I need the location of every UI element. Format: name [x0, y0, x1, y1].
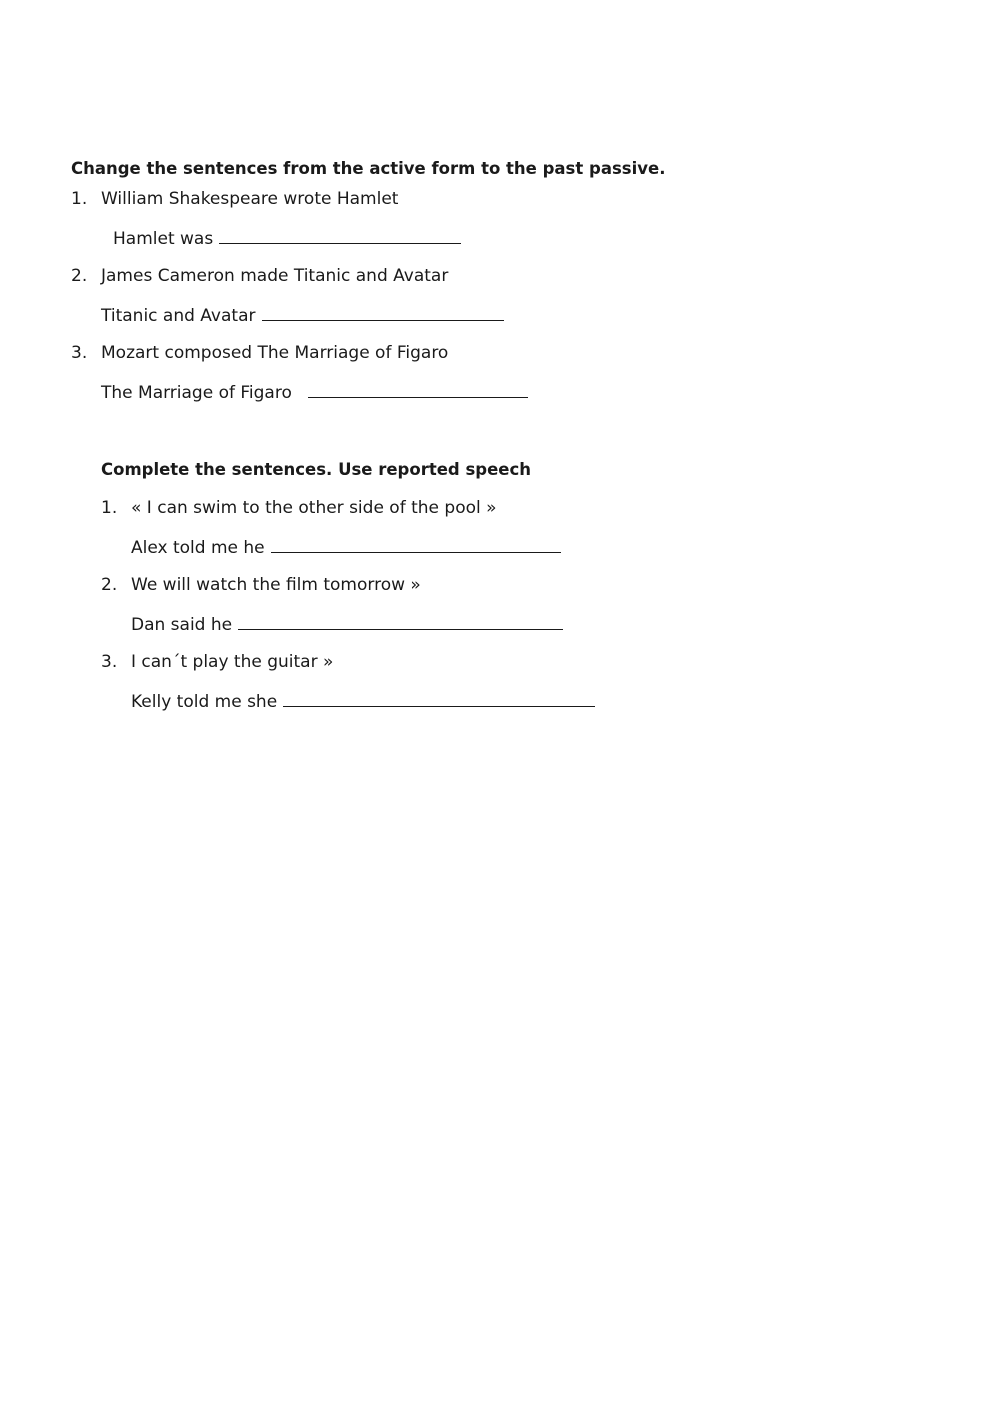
section-1-item-2 — [71, 265, 448, 287]
answer-blank[interactable] — [271, 536, 561, 553]
answer-prompt: The Marriage of Figaro — [101, 383, 292, 403]
item-number: 1. — [101, 498, 118, 518]
item-number: 3. — [101, 652, 118, 672]
section-2-answer-1 — [131, 536, 561, 559]
answer-blank[interactable] — [283, 690, 595, 707]
section-2-answer-2 — [131, 613, 563, 636]
section-2-heading: Complete the sentences. Use reported speech — [101, 460, 532, 479]
section-1-item-1 — [71, 188, 398, 210]
answer-prompt: Titanic and Avatar — [101, 306, 256, 326]
section-2-answer-3 — [131, 690, 595, 713]
item-sentence: We will watch the film tomorrow » — [131, 575, 421, 595]
answer-blank[interactable] — [262, 304, 504, 321]
item-number: 1. — [71, 189, 88, 209]
item-number: 2. — [101, 575, 118, 595]
answer-prompt: Hamlet was — [113, 229, 214, 249]
item-sentence: « I can swim to the other side of the pool » — [131, 498, 497, 518]
section-1-heading: Change the sentences from the active form to the past passive. — [71, 159, 666, 178]
section-1-item-3 — [71, 342, 448, 364]
item-sentence: I can´t play the guitar » — [131, 652, 334, 672]
answer-prompt: Kelly told me she — [131, 692, 278, 712]
answer-blank[interactable] — [219, 227, 461, 244]
item-sentence: Mozart composed The Marriage of Figaro — [101, 343, 449, 363]
section-1-answer-1 — [113, 227, 461, 250]
answer-prompt: Dan said he — [131, 615, 233, 635]
section-2-item-1 — [101, 497, 497, 519]
item-number: 3. — [71, 343, 88, 363]
item-sentence: William Shakespeare wrote Hamlet — [101, 189, 399, 209]
section-1-answer-3 — [101, 381, 528, 404]
section-2-item-3 — [101, 651, 333, 673]
answer-blank[interactable] — [238, 613, 563, 630]
item-number: 2. — [71, 266, 88, 286]
item-sentence: James Cameron made Titanic and Avatar — [101, 266, 449, 286]
section-2-item-2 — [101, 574, 421, 596]
section-1-answer-2 — [101, 304, 504, 327]
answer-blank[interactable] — [308, 381, 528, 398]
answer-prompt: Alex told me he — [131, 538, 265, 558]
